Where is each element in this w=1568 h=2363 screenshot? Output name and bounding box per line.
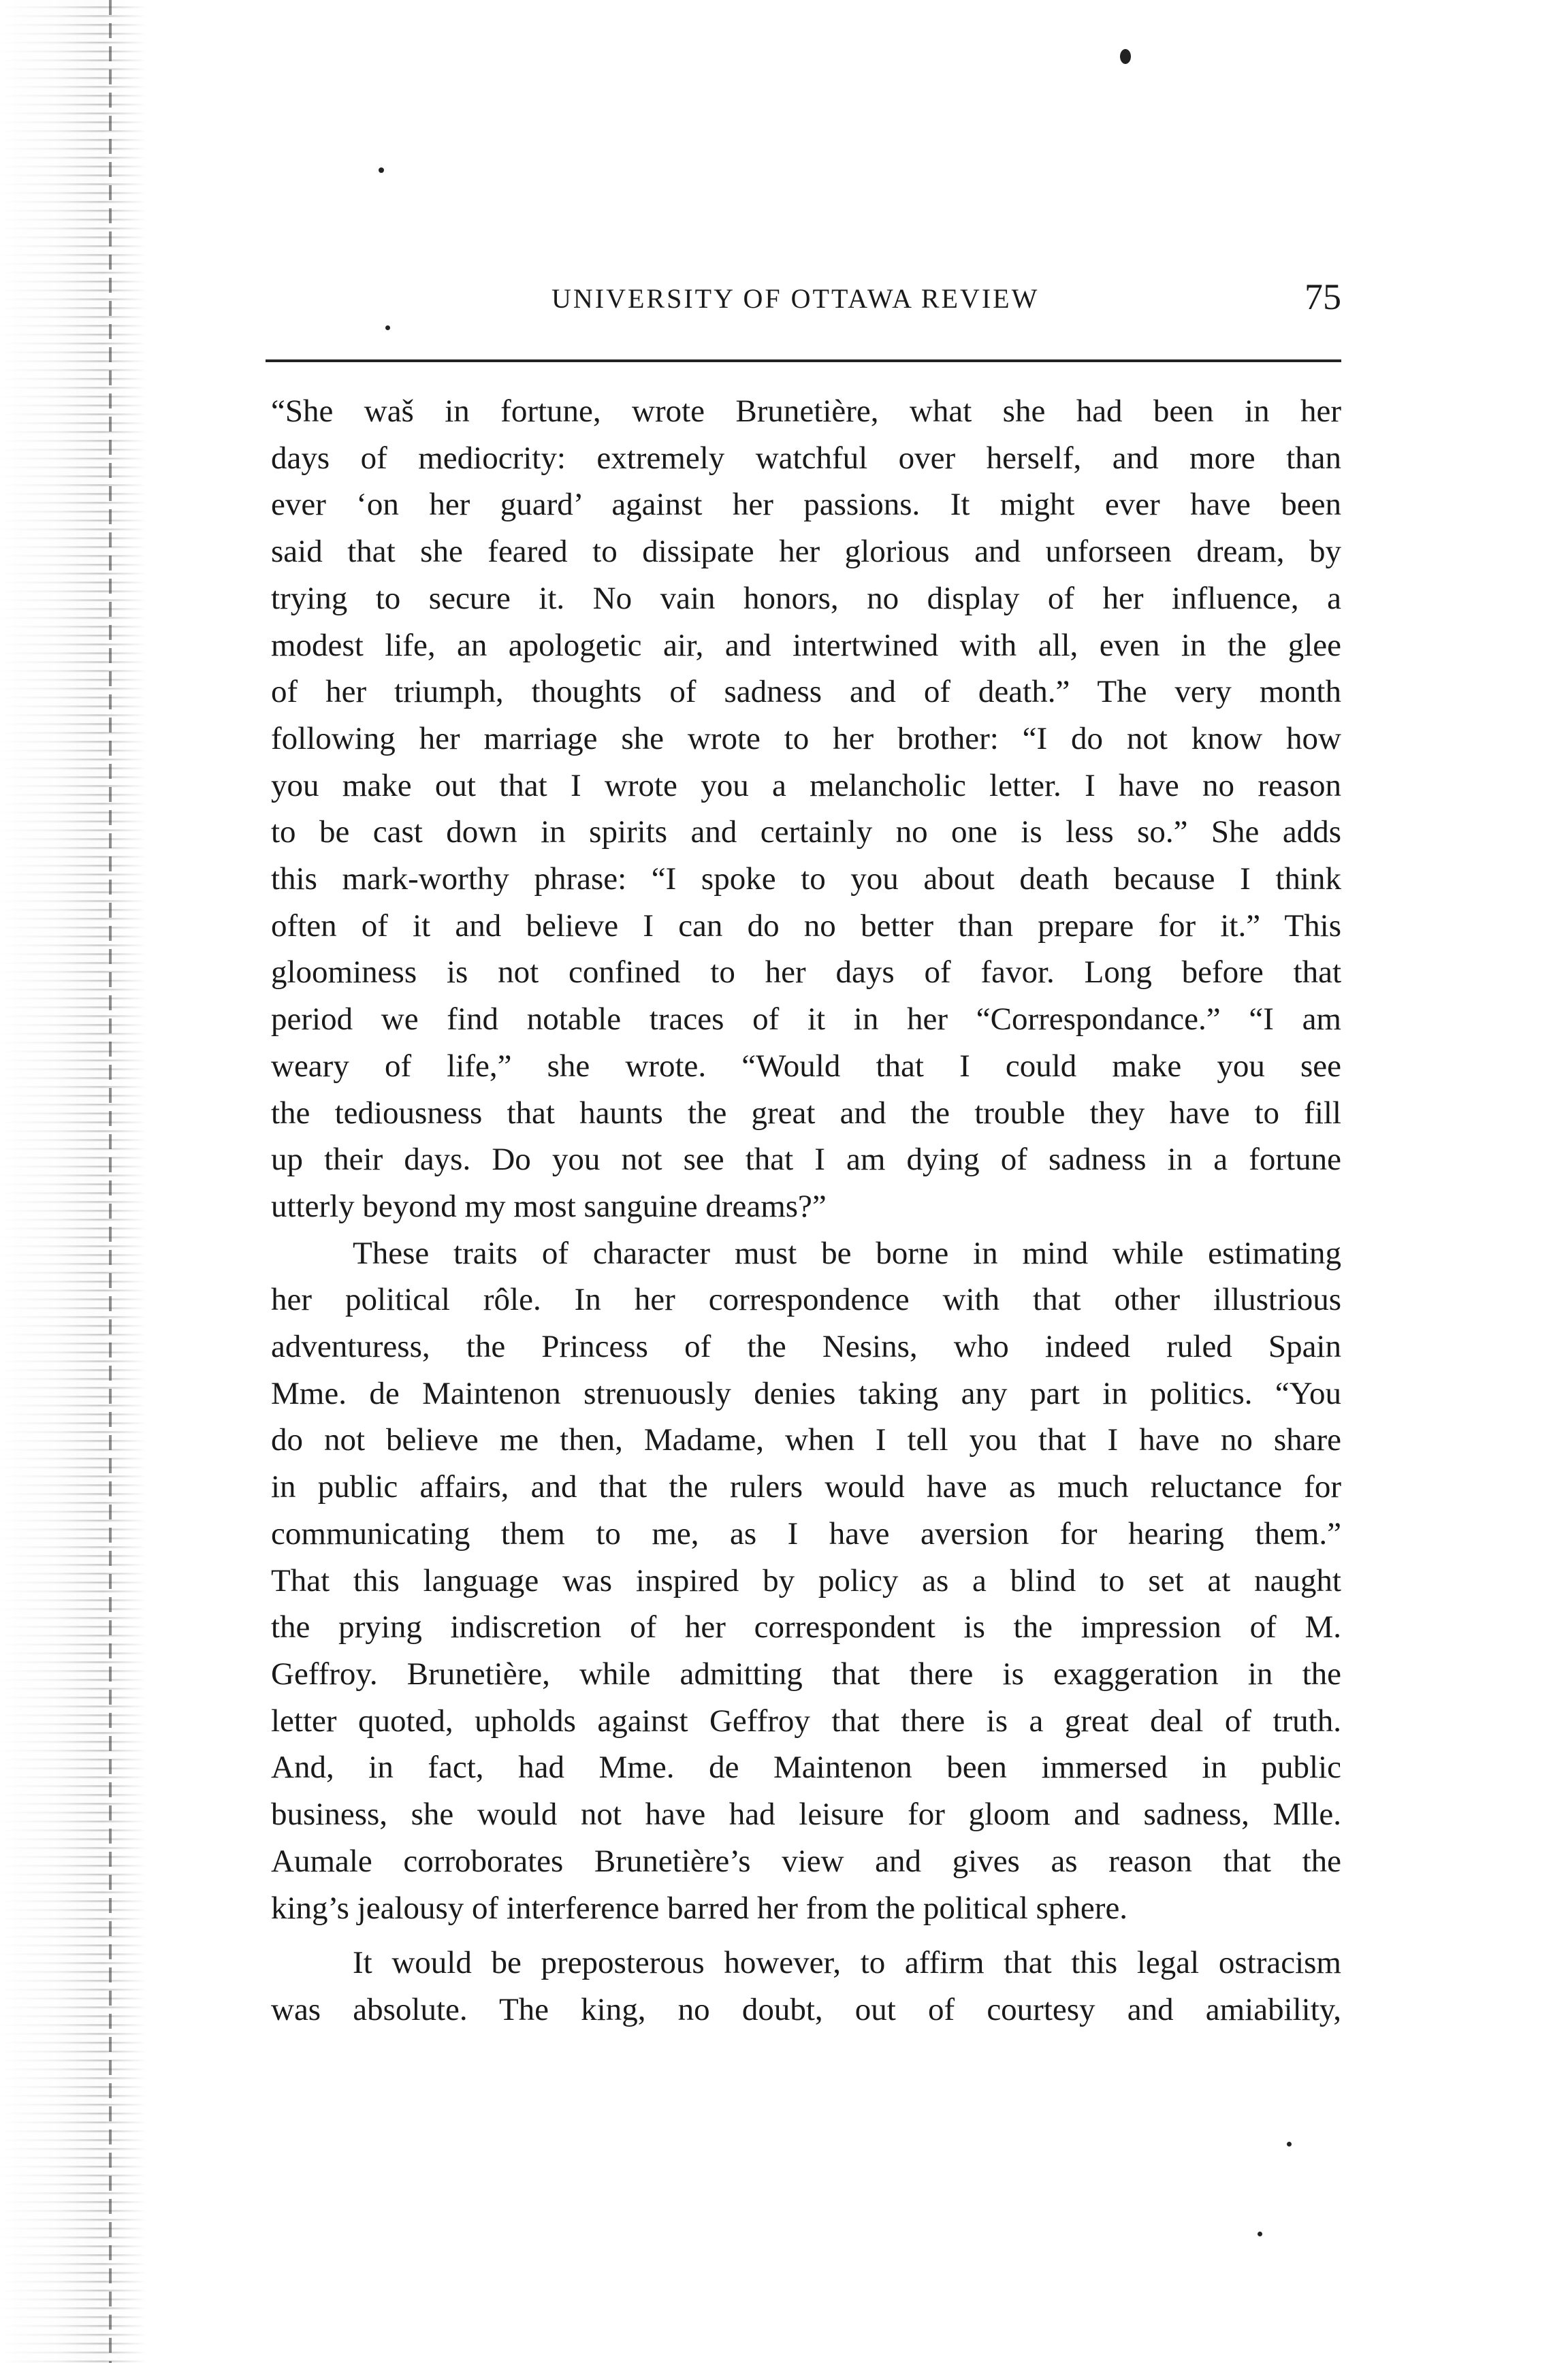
page-number: 75: [1305, 276, 1341, 317]
text-line: days of mediocrity: extremely watchful over herself, and more than: [271, 440, 1341, 476]
text-line: often of it and believe I can do no better than prepare for it.” This: [271, 907, 1341, 944]
paragraph-1: [271, 388, 1341, 1230]
text-line: in public affairs, and that the rulers would have as much reluctance for: [271, 1469, 1341, 1505]
text-line: was absolute. The king, no doubt, out of courtesy and amiability,: [271, 1991, 1341, 2027]
text-line: ever ‘on her guard’ against her passions. It might ever have been: [271, 487, 1341, 523]
text-line: this mark-worthy phrase: “I spoke to you about death because I think: [271, 861, 1341, 897]
ink-speck: [1287, 2142, 1292, 2147]
text-line: following her marriage she wrote to her brother: “I do not know how: [271, 720, 1341, 756]
text-line: Geffroy. Brunetière, while admitting that there is exaggeration in the: [271, 1656, 1341, 1692]
text-line: period we find notable traces of it in her “Correspondance.” “I am: [271, 1001, 1341, 1038]
text-line: letter quoted, upholds against Geffroy that there is a great deal of truth.: [271, 1703, 1341, 1739]
binding-edge-line: [109, 0, 112, 2363]
text-line: modest life, an apologetic air, and intertwined with all, even in the glee: [271, 627, 1341, 663]
body-text: [271, 388, 1341, 2034]
ink-speck: [1120, 49, 1131, 64]
text-line: king’s jealousy of interference barred her from the political sphere.: [271, 1890, 1128, 1926]
text-line: up their days. Do you not see that I am dying of sadness in a fortune: [271, 1142, 1341, 1178]
text-line: It would be preposterous however, to affirm that this legal ostracism: [353, 1945, 1341, 1981]
text-line: And, in fact, had Mme. de Maintenon been immersed in public: [271, 1750, 1341, 1786]
text-line: said that she feared to dissipate her glorious and unforseen dream, by: [271, 534, 1341, 570]
ink-speck: [1258, 2232, 1262, 2236]
text-line: the tediousness that haunts the great and the trouble they have to fill: [271, 1095, 1341, 1131]
text-line: Aumale corroborates Brunetière’s view and gives as reason that the: [271, 1843, 1341, 1879]
paragraph-gap: [271, 1931, 1341, 1940]
page-header: [266, 269, 1341, 344]
text-line: the prying indiscretion of her correspondent is the impression of M.: [271, 1609, 1341, 1645]
running-head: UNIVERSITY OF OTTAWA REVIEW: [551, 283, 1040, 314]
text-line: her political rôle. In her correspondence with that other illustrious: [271, 1282, 1341, 1318]
text-line: weary of life,” she wrote. “Would that I could make you see: [271, 1048, 1341, 1084]
ink-speck: [379, 167, 384, 173]
text-line: communicating them to me, as I have aversion for hearing them.”: [271, 1515, 1341, 1552]
text-line: you make out that I wrote you a melancholic letter. I have no reason: [271, 767, 1341, 803]
binding-edge-shadow: [0, 0, 146, 2363]
paragraph-2: [271, 1230, 1341, 1932]
text-line: of her triumph, thoughts of sadness and of death.” The very month: [271, 674, 1341, 710]
text-line: adventuress, the Princess of the Nesins, who indeed ruled Spain: [271, 1329, 1341, 1365]
text-line: That this language was inspired by policy as a blind to set at naught: [271, 1562, 1341, 1598]
text-line: do not believe me then, Madame, when I tell you that I have no share: [271, 1422, 1341, 1458]
text-line: trying to secure it. No vain honors, no display of her influence, a: [271, 580, 1341, 616]
paragraph-3: [271, 1940, 1341, 2033]
text-line: Mme. de Maintenon strenuously denies taking any part in politics. “You: [271, 1375, 1341, 1411]
text-line: These traits of character must be borne in mind while estimating: [353, 1235, 1341, 1271]
text-line: utterly beyond my most sanguine dreams?”: [271, 1188, 827, 1224]
text-line: gloominess is not confined to her days of favor. Long before that: [271, 954, 1341, 991]
text-line: to be cast down in spirits and certainly no one is less so.” She adds: [271, 814, 1341, 850]
text-line: business, she would not have had leisure for gloom and sadness, Mlle.: [271, 1797, 1341, 1833]
text-line: “She waš in fortune, wrote Brunetière, what she had been in her: [271, 393, 1341, 429]
header-rule: [266, 359, 1341, 362]
